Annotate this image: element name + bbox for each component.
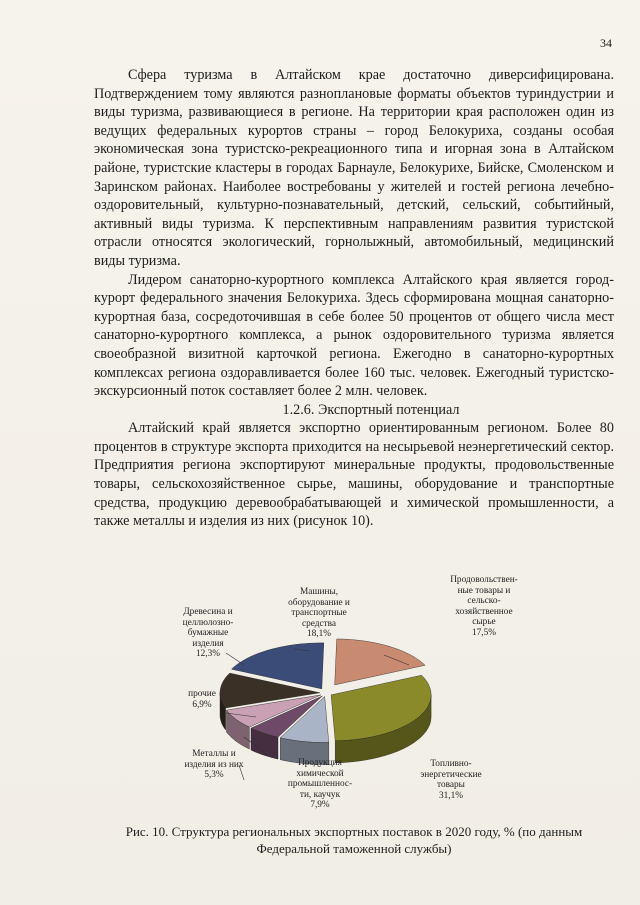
chart-label-line: хозяйственное	[455, 606, 513, 617]
chart-label-line: товары	[437, 780, 465, 791]
chart-label-line: Топливно-	[430, 759, 472, 769]
paragraph: Алтайский край является экспортно ориентированным регионом. Более 80 процентов в структуре экспорта приходится на несырьевой неэнергетический сектор. Предприятия региона экспортируют минеральные продукты, продовольственные товары, сельскохозяйственное сырье, машины, оборудование и транспортные средства, продукцию деревообрабатывающей и химической промышленности, а также металлы и изделия из них (рисунок 10).	[94, 420, 614, 530]
chart-label-line: 31,1%	[438, 790, 463, 801]
chart-label-line: Продукция	[298, 758, 342, 768]
chart-label-line: сырье	[472, 617, 496, 628]
chart-label-line: средства	[301, 618, 337, 629]
chart-label-line: транспортные	[291, 608, 347, 619]
chart-label-line: целлюлозно-	[182, 617, 234, 628]
label-machinery	[279, 587, 359, 640]
label-chemical	[282, 758, 358, 811]
chart-label-line: энергетические	[420, 769, 482, 780]
chart-label-line: 5,3%	[204, 770, 224, 781]
chart-label-line: бумажные	[187, 628, 229, 639]
label-fuel	[406, 759, 496, 801]
chart-label-line: оборудование и	[288, 597, 350, 608]
label-metals	[174, 749, 254, 781]
paragraph: Сфера туризма в Алтайском крае достаточно диверсифицирована. Подтверждением тому являются разноплановые форматы объектов туриндустрии и виды туризма, развивающиеся в регионе. На территории края расположен один из ведущих федеральных курортов страны – город Белокуриха, созданы особая экономическая зона туристско-рекреационного типа и игорная зона в Алтайском районе, туристские кластеры в городах Барнауле, Белокурихе, Бийске, Смоленском и Заринском районах. Наиболее востребованы у жителей и гостей региона лечебно-оздоровительный, культурно-познавательный, детский, сельский, событийный, активный виды туризма. К перспективным направлениям развития туристской отрасли относятся экологический, горнолыжный, автомобильный, медицинский виды туризма.	[94, 67, 614, 269]
chart-label-line: Древесина и	[183, 607, 233, 617]
chart-label-line: Продовольствен-	[450, 575, 518, 585]
chart-label-line: химической	[296, 768, 344, 779]
chart-label-line: 7,9%	[310, 800, 330, 811]
label-wood	[172, 607, 244, 660]
label-food	[439, 575, 529, 639]
page-number: 34	[600, 36, 612, 50]
chart-label-line: ти, каучук	[299, 789, 341, 800]
label-other	[176, 689, 228, 710]
paragraph: Лидером санаторно-курортного комплекса Алтайского края является город-курорт федерального значения Белокуриха. Здесь сформирована мощная санаторно-курортная база, сосредоточившая в себе более 50 процентов от общего числа мест санаторно-курортного комплекса, а рынок оздоровительного туризма является своеобразной визитной карточкой региона. Ежегодно в санаторно-курортных комплексах региона оздоравливается более 160 тыс. человек. Ежегодный туристско-экскурсионный поток составляет более 2 млн. человек.	[94, 271, 614, 400]
chart-label-line: изделия из них	[184, 759, 244, 770]
chart-label-line: 18,1%	[306, 629, 331, 640]
section-heading: 1.2.6. Экспортный потенциал	[282, 401, 460, 418]
chart-label-line: 6,9%	[192, 699, 212, 710]
chart-label-line: 12,3%	[195, 649, 220, 660]
chart-label-line: Машины,	[299, 587, 339, 597]
chart-label-line: 17,5%	[471, 627, 496, 638]
chart-label-line: промышленнос-	[287, 779, 353, 790]
chart-label-line: Металлы и	[192, 749, 236, 759]
chart-label-line: изделия	[192, 638, 224, 649]
export-structure-chart	[94, 575, 614, 820]
body-text	[94, 66, 614, 531]
figure-caption: Рис. 10. Структура региональных экспортных поставок в 2020 году, % (по данным Федеральной таможенной службы)	[125, 824, 583, 856]
chart-label-line: сельско-	[467, 596, 501, 607]
chart-label-line: прочие	[188, 689, 216, 699]
chart-label-line: ные товары и	[457, 585, 511, 596]
